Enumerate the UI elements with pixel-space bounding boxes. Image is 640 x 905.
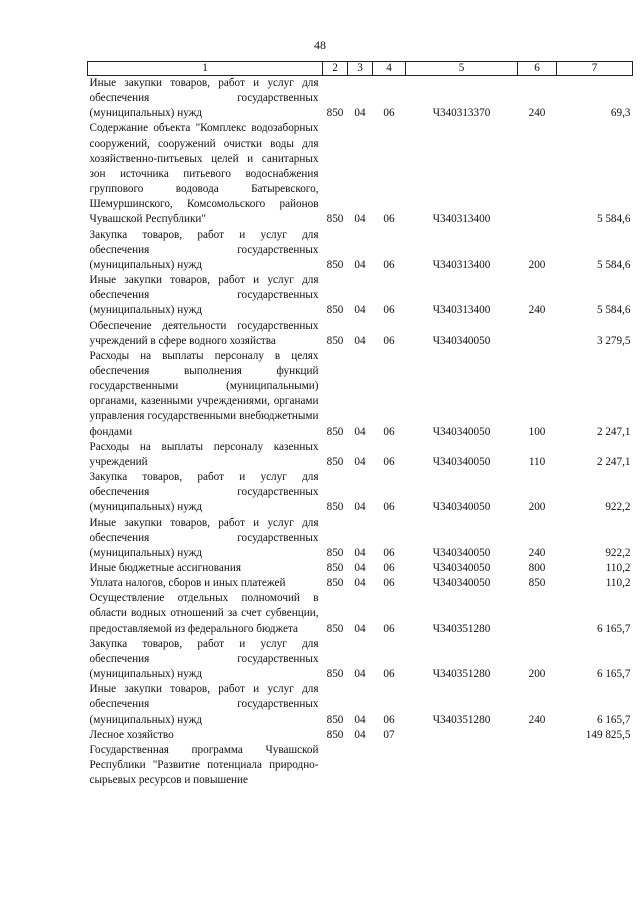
amount-cell: 6 165,7 xyxy=(596,668,631,681)
subsection-code-cell: 06 xyxy=(383,713,395,726)
row-name-cell: Закупка товаров, работ и услуг для обеспечения государственных (муниципальных) нужд xyxy=(89,228,319,271)
section-code-cell: 04 xyxy=(354,304,366,317)
subsection-code-cell: 06 xyxy=(383,668,395,681)
expense-type-cell xyxy=(518,121,557,227)
subsection-code-cell: 06 xyxy=(383,304,395,317)
target-article-cell: Ч340340050 xyxy=(432,577,491,590)
target-article-cell xyxy=(406,728,518,743)
section-code-cell: 04 xyxy=(354,577,366,590)
ministry-code-cell: 850 xyxy=(326,213,344,226)
ministry-code-cell: 850 xyxy=(326,501,344,514)
expense-type-cell: 200 xyxy=(528,501,546,514)
section-code-cell: 04 xyxy=(354,501,366,514)
section-code-cell: 04 xyxy=(354,713,366,726)
subsection-code-cell xyxy=(373,743,406,788)
subsection-code-cell: 06 xyxy=(383,562,395,574)
table-row xyxy=(88,576,633,591)
ministry-code-cell: 850 xyxy=(326,546,344,559)
section-code-cell: 04 xyxy=(354,668,366,681)
row-name-cell: Содержание объекта "Комплекс водозаборных сооружений, сооружений очистки воды для хозяйственно-питьевых целей и санитарных зон источника питьевого водоснабжения группового водовода Батыревского, Шемуршинского, Комсомольского районов Чувашской Республики" xyxy=(89,122,319,226)
subsection-code-cell: 06 xyxy=(383,213,395,226)
budget-table xyxy=(87,61,633,788)
target-article-cell: Ч340340050 xyxy=(432,546,491,559)
target-article-cell: Ч340340050 xyxy=(432,501,491,514)
target-article-cell: Ч340351280 xyxy=(432,713,491,726)
section-code-cell: 04 xyxy=(354,546,366,559)
row-name-cell: Государственная программа Чувашской Республики "Развитие потенциала природно-сырьевых ресурсов и повышение xyxy=(89,743,319,787)
expense-type-cell xyxy=(518,591,557,636)
subsection-code-cell: 06 xyxy=(383,258,395,271)
target-article-cell: Ч340340050 xyxy=(432,425,491,438)
column-header: 1 xyxy=(88,62,323,76)
subsection-code-cell: 06 xyxy=(383,455,395,468)
ministry-code-cell: 850 xyxy=(326,668,344,681)
expense-type-cell: 240 xyxy=(528,304,546,317)
ministry-code-cell: 850 xyxy=(326,713,344,726)
subsection-code-cell: 06 xyxy=(383,546,395,559)
expense-type-cell: 850 xyxy=(528,577,546,590)
section-code-cell xyxy=(348,743,373,788)
table-row xyxy=(88,743,633,788)
expense-type-cell: 240 xyxy=(528,107,546,120)
amount-cell: 69,3 xyxy=(610,107,631,120)
table-row xyxy=(88,76,633,122)
table-row xyxy=(88,516,633,561)
row-name-cell: Иные закупки товаров, работ и услуг для обеспечения государственных (муниципальных) нужд xyxy=(89,683,319,726)
target-article-cell: Ч340313400 xyxy=(432,304,491,317)
ministry-code-cell: 850 xyxy=(326,258,344,271)
target-article-cell: Ч340351280 xyxy=(432,668,491,681)
table-row xyxy=(88,682,633,727)
row-name-cell: Осуществление отдельных полномочий в области водных отношений за счет субвенции, предоставляемой из федерального бюджета xyxy=(89,592,319,635)
ministry-code-cell: 850 xyxy=(326,107,344,120)
row-name-cell: Закупка товаров, работ и услуг для обеспечения государственных (муниципальных) нужд xyxy=(89,471,319,514)
row-name-cell: Закупка товаров, работ и услуг для обеспечения государственных (муниципальных) нужд xyxy=(89,637,319,681)
amount-cell: 3 279,5 xyxy=(596,334,631,347)
section-code-cell: 04 xyxy=(354,562,366,574)
header-row xyxy=(88,62,633,76)
table-body xyxy=(88,76,633,789)
row-name-cell: Расходы на выплаты персоналу в целях обеспечения выполнения функций государственными (муниципальными) органами, казенными учреждениями, органами управления государственными внебюджетными фондами xyxy=(89,349,319,438)
subsection-code-cell: 06 xyxy=(383,622,395,635)
table-row xyxy=(88,319,633,349)
expense-type-cell: 240 xyxy=(528,546,546,559)
subsection-code-cell: 06 xyxy=(383,107,395,120)
expense-type-cell: 240 xyxy=(528,713,546,726)
expense-type-cell: 200 xyxy=(528,668,546,681)
column-header: 3 xyxy=(348,62,373,76)
target-article-cell: Ч340340050 xyxy=(432,455,491,468)
target-article-cell: Ч340340050 xyxy=(432,334,491,347)
table-row xyxy=(88,470,633,515)
section-code-cell: 04 xyxy=(354,334,366,347)
ministry-code-cell: 850 xyxy=(326,334,344,347)
subsection-code-cell: 06 xyxy=(383,501,395,514)
amount-cell: 922,2 xyxy=(605,501,631,514)
target-article-cell: Ч340313400 xyxy=(432,258,491,271)
table-row xyxy=(88,637,633,682)
expense-type-cell xyxy=(518,728,557,743)
target-article-cell: Ч340313370 xyxy=(432,107,491,120)
section-code-cell: 04 xyxy=(354,425,366,438)
section-code-cell: 04 xyxy=(354,455,366,468)
column-header: 2 xyxy=(323,62,348,76)
target-article-cell: Ч340340050 xyxy=(432,562,491,574)
column-header: 5 xyxy=(406,62,518,76)
subsection-code-cell: 06 xyxy=(383,334,395,347)
row-name-cell: Иные бюджетные ассигнования xyxy=(89,562,241,574)
amount-cell xyxy=(557,743,633,788)
ministry-code-cell: 850 xyxy=(326,455,344,468)
amount-cell: 6 165,7 xyxy=(596,713,631,726)
amount-cell: 110,2 xyxy=(605,562,631,574)
ministry-code-cell xyxy=(323,743,348,788)
ministry-code-cell: 850 xyxy=(326,425,344,438)
target-article-cell xyxy=(406,743,518,788)
section-code-cell: 04 xyxy=(354,622,366,635)
subsection-code-cell: 07 xyxy=(383,728,395,741)
expense-type-cell: 200 xyxy=(528,258,546,271)
table-row xyxy=(88,561,633,576)
table-row xyxy=(88,591,633,636)
row-name-cell: Обеспечение деятельности государственных учреждений в сфере водного хозяйства xyxy=(89,319,319,347)
subsection-code-cell: 06 xyxy=(383,425,395,438)
table-row xyxy=(88,728,633,743)
expense-type-cell: 110 xyxy=(528,455,546,468)
amount-cell: 2 247,1 xyxy=(596,425,631,438)
row-name-cell: Иные закупки товаров, работ и услуг для обеспечения государственных (муниципальных) нужд xyxy=(89,274,319,317)
section-code-cell: 04 xyxy=(354,213,366,226)
amount-cell: 5 584,6 xyxy=(596,304,631,317)
row-name-cell: Лесное хозяйство xyxy=(89,728,174,741)
expense-type-cell: 100 xyxy=(528,425,546,438)
row-name-cell: Иные закупки товаров, работ и услуг для обеспечения государственных (муниципальных) нужд xyxy=(89,516,319,559)
table-row xyxy=(88,228,633,273)
amount-cell: 5 584,6 xyxy=(596,213,631,226)
ministry-code-cell: 850 xyxy=(326,728,344,741)
row-name-cell: Иные закупки товаров, работ и услуг для обеспечения государственных (муниципальных) нужд xyxy=(89,77,319,120)
amount-cell: 5 584,6 xyxy=(596,258,631,271)
amount-cell: 110,2 xyxy=(605,577,631,590)
subsection-code-cell: 06 xyxy=(383,577,395,590)
target-article-cell: Ч340313400 xyxy=(432,213,491,226)
expense-type-cell xyxy=(518,743,557,788)
column-header: 6 xyxy=(518,62,557,76)
column-header: 4 xyxy=(373,62,406,76)
ministry-code-cell: 850 xyxy=(326,562,344,574)
ministry-code-cell: 850 xyxy=(326,622,344,635)
row-name-cell: Уплата налогов, сборов и иных платежей xyxy=(89,577,286,590)
table-row xyxy=(88,121,633,227)
target-article-cell: Ч340351280 xyxy=(432,622,491,635)
amount-cell: 149 825,5 xyxy=(585,728,631,741)
expense-type-cell xyxy=(518,319,557,349)
amount-cell: 2 247,1 xyxy=(596,455,631,468)
expense-type-cell: 800 xyxy=(528,562,546,574)
row-name-cell: Расходы на выплаты персоналу казенных учреждений xyxy=(89,440,319,468)
table-row xyxy=(88,440,633,470)
table-row xyxy=(88,349,633,440)
table-row xyxy=(88,273,633,318)
page-number: 48 xyxy=(314,38,326,52)
column-header: 7 xyxy=(557,62,633,76)
section-code-cell: 04 xyxy=(354,107,366,120)
section-code-cell: 04 xyxy=(354,728,366,741)
amount-cell: 6 165,7 xyxy=(596,622,631,635)
amount-cell: 922,2 xyxy=(605,546,631,559)
section-code-cell: 04 xyxy=(354,258,366,271)
ministry-code-cell: 850 xyxy=(326,304,344,317)
ministry-code-cell: 850 xyxy=(326,577,344,590)
